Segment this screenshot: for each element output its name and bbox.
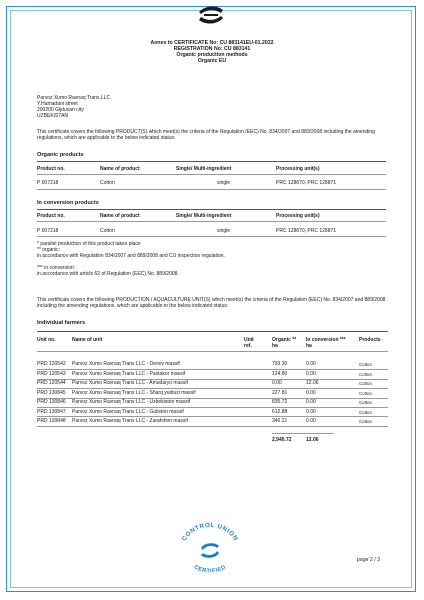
col-organic-ha-unit: ha xyxy=(272,343,278,349)
col-processing: Processing unit(s) xyxy=(276,166,320,172)
divider xyxy=(37,236,386,237)
divider xyxy=(37,407,388,408)
divider xyxy=(37,174,386,175)
unit-no: PRD 120542 xyxy=(37,361,66,367)
col-unit-ref: Unit xyxy=(244,337,254,343)
conversion-ingredient: single xyxy=(217,228,231,234)
intro-units-text: This certificate covers the following PRODUCTION / AQUACULTURE UNIT(S) which meet(s) the criteria of the Regulation (EEC) No. 834/2007 and 889/2008 including the amending regulations, which are applicable to the below indicated status: xyxy=(37,297,386,310)
company-name: Parvoz Xumo Ravnaq Trans LLC xyxy=(37,95,111,101)
organic-ha: 835.72 xyxy=(272,399,288,405)
organic-processing: PRC 128870, PRC 128871 xyxy=(276,180,337,186)
country: UZBEKISTAN xyxy=(37,113,69,119)
col-unit-name: Name of unit xyxy=(72,337,103,343)
unit-no: PRD 130847 xyxy=(37,409,66,415)
note-organic-label: ** organic: xyxy=(37,247,61,253)
divider xyxy=(37,416,388,417)
total-organic-ha: 2,940.72 xyxy=(272,437,292,443)
organic-standard: Organic EU xyxy=(197,58,227,64)
page-number: page 2 / 3 xyxy=(356,557,380,563)
certificate-annex-title: Annex to CERTIFICATE No: CU 883141EU-01.2022 xyxy=(150,40,274,46)
divider xyxy=(37,388,388,389)
col-processing: Processing unit(s) xyxy=(276,213,320,219)
divider xyxy=(37,209,386,210)
col-ingredient: Single/ Multi-ingredient xyxy=(176,213,232,219)
unit-no: PRD 130846 xyxy=(37,399,66,405)
product: Cotton xyxy=(359,372,372,377)
col-organic-ha: Organic ** xyxy=(272,337,297,343)
unit-name: Parvoz Xumo Ravnaq Trans LLC - Zarafshon massif xyxy=(72,418,188,424)
conversion-ha: 0.00 xyxy=(306,390,316,396)
unit-no: PRD 130845 xyxy=(37,390,66,396)
col-product-no: Product no. xyxy=(37,213,65,219)
total-conversion-ha: 12.06 xyxy=(306,437,319,443)
city: 200200 Gijduvan city xyxy=(37,107,84,113)
organic-ha: 346.21 xyxy=(272,418,288,424)
col-products: Products xyxy=(359,337,381,343)
product: Cotton xyxy=(359,400,372,405)
conversion-product-name: Cotton xyxy=(100,228,115,234)
divider xyxy=(37,161,386,162)
product: Cotton xyxy=(359,410,372,415)
organic-ha: 124.80 xyxy=(272,371,288,377)
control-union-certified-stamp xyxy=(172,519,248,577)
product: Cotton xyxy=(359,381,372,386)
col-unit-no: Unit no. xyxy=(37,337,56,343)
col-unit-ref-2: ref. xyxy=(244,343,252,349)
product: Cotton xyxy=(359,419,372,424)
organic-ha: 227.81 xyxy=(272,390,288,396)
svg-text:CERTIFIED xyxy=(193,564,227,574)
unit-name: Parvoz Xumo Ravnaq Trans LLC - Paxtakor massif xyxy=(72,371,186,377)
col-conversion-ha: In conversion *** xyxy=(306,337,346,343)
note-conversion-text: in accordance with article 62 of Regulation (EEC) No. 889/2008. xyxy=(37,271,179,277)
note-parallel: * parallel production of this product takes place xyxy=(37,241,141,247)
production-methods: Organic production methods xyxy=(176,52,248,58)
conversion-ha: 0.00 xyxy=(306,409,316,415)
control-union-logo-icon xyxy=(195,4,227,26)
organic-product-name: Cotton xyxy=(100,180,115,186)
intro-products-text: This certificate covers the following PRODUCT(S) which meet(s) the criteria of the Regulation (EEC) No. 834/2007 and 889/2008 including the amending regulations, which are applicable to the below indicated status: xyxy=(37,129,375,142)
conversion-ha: 0.00 xyxy=(306,418,316,424)
col-conversion-ha-unit: ha xyxy=(306,343,312,349)
unit-name: Parvoz Xumo Ravnaq Trans LLC - Denov massif xyxy=(72,361,180,367)
unit-name: Parvoz Xumo Ravnaq Trans LLC - Amudaryo massif xyxy=(72,380,188,386)
organic-product-no: P 007218 xyxy=(37,180,59,186)
col-product-no: Product no. xyxy=(37,166,65,172)
conversion-processing: PRC 128870, PRC 128871 xyxy=(276,228,337,234)
note-conversion-label: *** in conversion: xyxy=(37,265,76,271)
stamp-top-text: CONTROL UNION xyxy=(180,521,240,543)
organic-products-title: Organic products xyxy=(37,152,84,158)
col-product-name: Name of product xyxy=(100,166,140,172)
organic-ha: 0.00 xyxy=(272,380,282,386)
divider xyxy=(37,221,386,222)
total-divider xyxy=(272,433,334,434)
registration-number: REGISTRATION No: CU 883141 xyxy=(173,46,251,52)
col-ingredient: Single/ Multi-ingredient xyxy=(176,166,232,172)
divider xyxy=(37,351,388,352)
organic-ha: 793.30 xyxy=(272,361,288,367)
conversion-product-no: P 007218 xyxy=(37,228,59,234)
unit-no: PRD 130848 xyxy=(37,418,66,424)
unit-name: Parvoz Xumo Ravnaq Trans LLC - Uzbekiston massif xyxy=(72,399,191,405)
conversion-products-title: In conversion products xyxy=(37,200,99,206)
divider xyxy=(37,426,388,427)
unit-no: PRD 120544 xyxy=(37,380,66,386)
conversion-ha: 0.00 xyxy=(306,361,316,367)
stamp-bottom-text: CERTIFIED xyxy=(192,564,228,575)
individual-farmers-title: Individual farmers xyxy=(37,320,86,326)
organic-ha: 612.88 xyxy=(272,409,288,415)
stamp-logo-icon xyxy=(201,543,219,558)
svg-text:CONTROL UNION xyxy=(181,522,239,542)
divider xyxy=(37,331,388,332)
divider xyxy=(37,189,386,190)
divider xyxy=(37,369,388,370)
street: Y.Hamadani street xyxy=(37,101,78,107)
unit-name: Parvoz Xumo Ravnaq Trans LLC - Guliston massif xyxy=(72,409,184,415)
unit-no: PRD 120543 xyxy=(37,371,66,377)
col-product-name: Name of product xyxy=(100,213,140,219)
unit-name: Parvoz Xumo Ravnaq Trans LLC - Sharq yulduzi massif xyxy=(72,390,196,396)
conversion-ha: 0.00 xyxy=(306,399,316,405)
conversion-ha: 12.06 xyxy=(306,380,319,386)
product: Cotton xyxy=(359,391,372,396)
organic-ingredient: single xyxy=(217,180,231,186)
note-organic-text: in accordance with Regulation 834/2007 and 889/2008 and CU inspection regulation. xyxy=(37,253,225,259)
conversion-ha: 0.00 xyxy=(306,371,316,377)
product: Cotton xyxy=(359,362,372,367)
